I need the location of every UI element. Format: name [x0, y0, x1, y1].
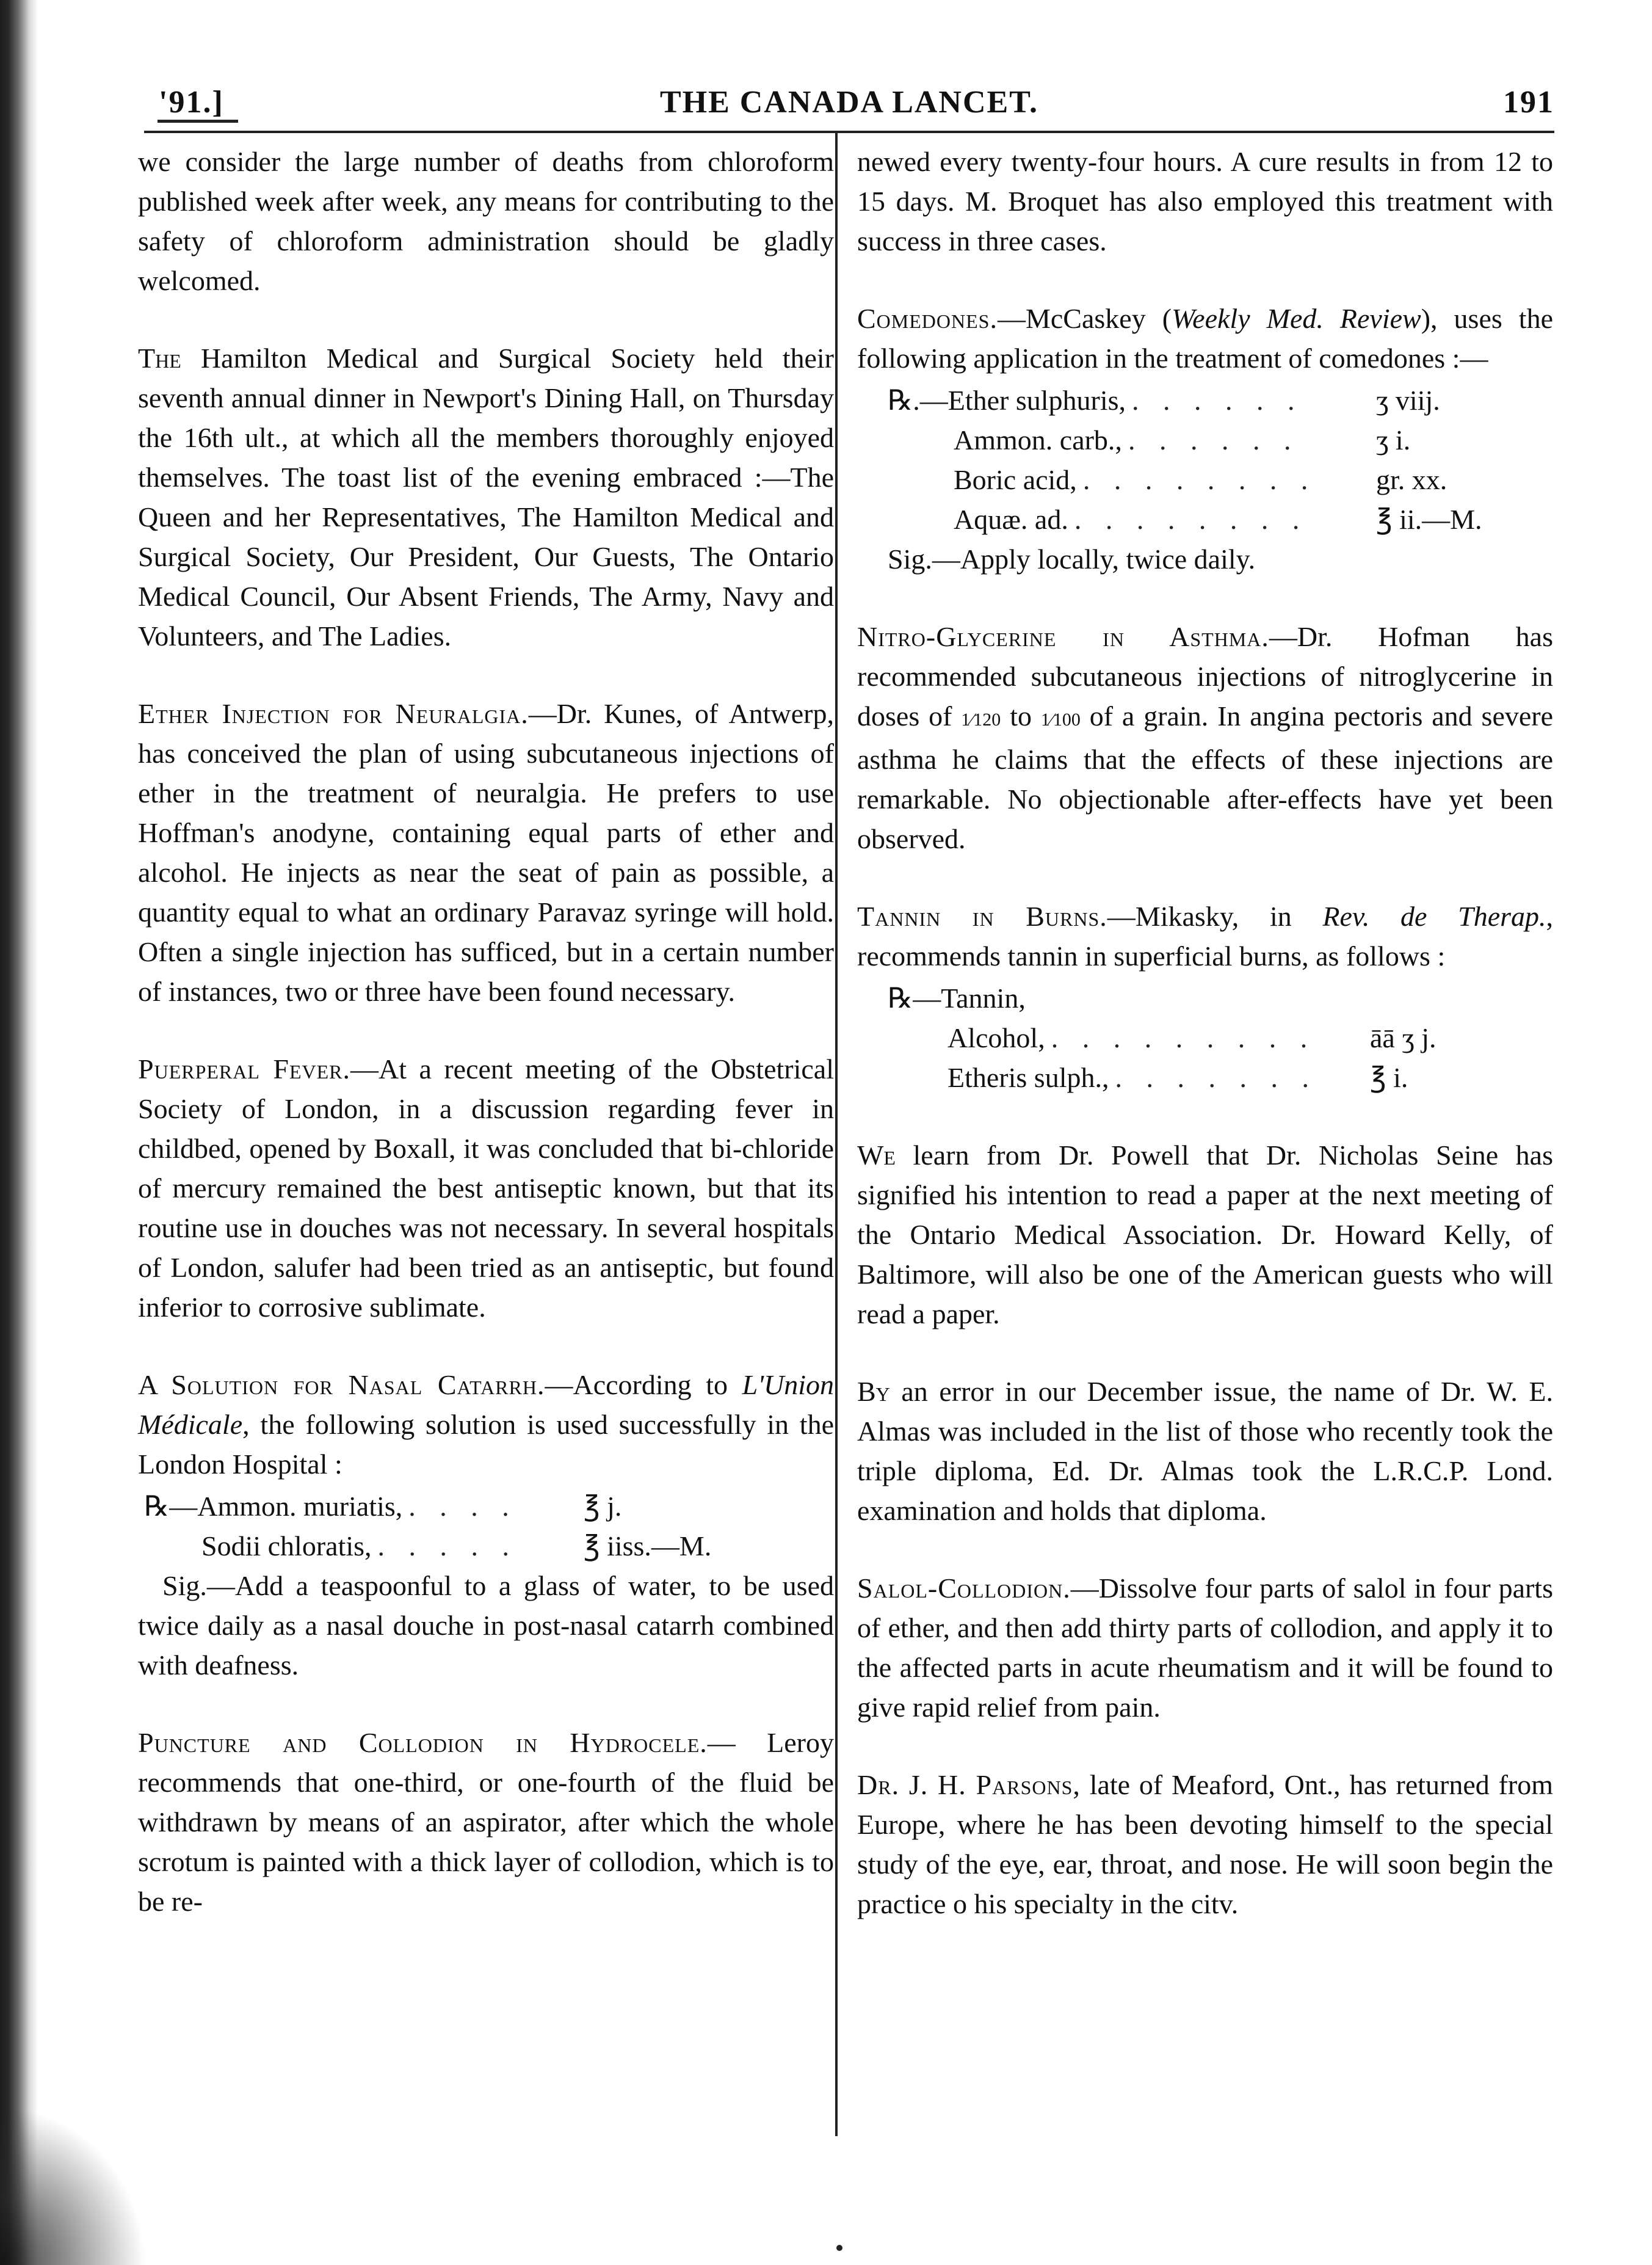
- puerperal-paragraph: [138, 1049, 834, 1327]
- prescription-row: [144, 1526, 742, 1566]
- rx-drug: Alcohol,: [947, 1022, 1045, 1053]
- corner-smudge: [0, 2106, 147, 2265]
- powell-text: learn from Dr. Powell that Dr. Nicholas Seine has signified his intention to read a paper at the next meeting of the Ontario Medical Association. Dr. Howard Kelly, of Baltimore, will also be one of the American guests who will read a paper.: [857, 1140, 1554, 1329]
- prescription-row: [888, 460, 1504, 500]
- left-column: [138, 142, 834, 1921]
- comedones-text-after: ), uses the following application in the treatment of comedones :—: [857, 303, 1554, 374]
- rx-amount: gr. xx.: [1376, 464, 1447, 495]
- header-rule: [144, 131, 1554, 133]
- right-column: [857, 142, 1553, 1924]
- hydrocele-paragraph: [138, 1723, 834, 1921]
- rx-amount: ℥ ii.—M.: [1376, 504, 1482, 535]
- nitro-dose-high: 1⁄100: [1040, 710, 1081, 730]
- print-speck: [836, 2245, 842, 2251]
- rx-drug: Aquæ. ad.: [954, 504, 1068, 535]
- rx-amount: ℥ iiss.—M.: [584, 1530, 712, 1562]
- chloroform-paragraph: we consider the large number of deaths from chloroform published week after week, any means for contributing to the safety of chloroform administration should be gladly welcomed.: [138, 146, 834, 296]
- rx-leader-dots: . . . . . . . .: [1082, 464, 1317, 495]
- rx-leader-dots: . . . .: [408, 1491, 518, 1522]
- prescription-row: [888, 1058, 1486, 1097]
- hydrocele-heading: Puncture and Collodion in Hydrocele.: [138, 1727, 708, 1758]
- rx-leader-dots: . . . . . .: [1132, 385, 1303, 416]
- almas-lead: By: [857, 1376, 890, 1407]
- comedones-text-before: —McCaskey (: [997, 303, 1172, 334]
- hydrocele-continued: newed every twenty-four hours. A cure results in from 12 to 15 days. M. Broquet has also employed this treatment with success in three cases.: [857, 146, 1553, 256]
- prescription-row: [144, 1486, 742, 1526]
- nasal-prescription: [138, 1486, 742, 1566]
- tannin-prescription: [857, 978, 1486, 1097]
- nitro-heading: Nitro-Glycerine in Asthma.: [857, 621, 1269, 652]
- rx-drug: Sodii chloratis,: [201, 1530, 372, 1562]
- rx-amount: ℥ j.: [584, 1491, 622, 1522]
- prescription-row: [888, 978, 1486, 1018]
- hamilton-paragraph: [138, 338, 834, 656]
- almas-paragraph: [857, 1372, 1553, 1530]
- rx-leader-dots: . . . . .: [377, 1530, 518, 1562]
- comedones-paragraph: [857, 299, 1553, 378]
- rx-drug: ℞—Tannin,: [888, 983, 1026, 1014]
- parsons-paragraph: [857, 1765, 1553, 1924]
- rx-drug: Etheris sulph.,: [947, 1062, 1109, 1093]
- hydrocele-text: — Leroy recommends that one-third, or one-fourth of the fluid be withdrawn by means of an aspirator, after which the whole scrotum is painted with a thick layer of collodion, which is to be re-: [138, 1727, 835, 1917]
- prescription-row: [888, 380, 1504, 420]
- tannin-source: Rev. de Therap.: [1322, 901, 1546, 932]
- rx-amount: āā ʒ j.: [1370, 1022, 1436, 1053]
- ether-text: —Dr. Kunes, of Antwerp, has conceived the plan of using subcutaneous injections of ether in the treatment of neuralgia. He prefers to use Hoffman's anodyne, containing equal parts of ether and alcohol. He injects as near the seat of pain as possible, a quantity equal to what an ordinary Paravaz syringe will hold. Often a single injection has sufficed, but in a certain number of instances, two or three have been found necessary.: [138, 698, 834, 1007]
- ether-paragraph: [138, 694, 834, 1011]
- powell-lead: We: [857, 1140, 896, 1171]
- rx-amount: ʒ viij.: [1376, 385, 1440, 416]
- salol-paragraph: [857, 1568, 1553, 1727]
- tannin-text-before: —Mikasky, in: [1107, 901, 1292, 932]
- rx-leader-dots: . . . . . .: [1128, 424, 1300, 456]
- nitro-text-before: —Dr. Hofman has recommended subcutaneous injections of nitroglycerine in doses of: [857, 621, 1553, 732]
- journal-title: THE CANADA LANCET.: [659, 85, 1039, 120]
- comedones-sig: Sig.—Apply locally, twice daily.: [888, 544, 1256, 575]
- nasal-source: L'Union Médicale: [138, 1369, 835, 1440]
- tannin-paragraph: [857, 896, 1553, 976]
- rx-drug: ℞—Ammon. muriatis,: [144, 1491, 403, 1522]
- hamilton-text: Hamilton Medical and Surgical Society held their seventh annual dinner in Newport's Dining Hall, on Thursday the 16th ult., at which all the members thoroughly enjoyed themselves. The toast list of the evening embraced :—The Queen and her Representatives, The Hamilton Medical and Surgical Society, Our President, Our Guests, The Ontario Medical Council, Our Absent Friends, The Army, Navy and Volunteers, and The Ladies.: [138, 343, 834, 652]
- prescription-row: [888, 420, 1504, 460]
- nitro-dose-low: 1⁄120: [961, 710, 1001, 730]
- salol-heading: Salol-Collodion.: [857, 1572, 1071, 1604]
- rx-amount: ℥ i.: [1370, 1062, 1408, 1093]
- prescription-row: [888, 1018, 1486, 1058]
- nitro-text-after: of a grain. In angina pectoris and severe asthma he claims that the effects of these injections are remarkable. No objectionable after-effects have yet been observed.: [857, 700, 1554, 854]
- rx-drug: ℞.—Ether sulphuris,: [888, 385, 1126, 416]
- header-year: '91.]: [159, 85, 224, 120]
- nasal-lead: A: [138, 1369, 157, 1400]
- rx-leader-dots: . . . . . . .: [1115, 1062, 1317, 1093]
- prescription-row: [888, 500, 1504, 539]
- rx-amount: ʒ i.: [1376, 424, 1411, 456]
- rx-drug: Ammon. carb.,: [954, 424, 1122, 456]
- page-binding-shadow: [0, 0, 38, 2265]
- running-header: [144, 84, 1554, 127]
- puerperal-heading: Puerperal Fever.: [138, 1053, 351, 1085]
- rx-leader-dots: . . . . . . . . .: [1051, 1022, 1316, 1053]
- nasal-text-before: —According to: [545, 1369, 728, 1400]
- parsons-name: Dr. J. H. Parsons,: [857, 1769, 1081, 1800]
- nasal-paragraph: [138, 1365, 834, 1484]
- column-divider: [835, 133, 838, 2136]
- comedones-source: Weekly Med. Review: [1172, 303, 1421, 334]
- nasal-heading: Solution for Nasal Catarrh.: [171, 1369, 545, 1400]
- nasal-text-after: , the following solution is used successfully in the London Hospital :: [138, 1409, 834, 1480]
- nitro-paragraph: [857, 617, 1553, 859]
- parsons-text: late of Meaford, Ont., has returned from Europe, where he has been devoting himself to the special study of the eye, ear, throat, and nose. He will soon begin the practice o his specialty in the citv.: [857, 1769, 1553, 1919]
- nitro-dose-to: to: [1010, 700, 1032, 732]
- tannin-heading: Tannin in Burns.: [857, 901, 1107, 932]
- rx-drug: Boric acid,: [954, 464, 1077, 495]
- puerperal-text: —At a recent meeting of the Obstetrical Society of London, in a discussion regarding fever in childbed, opened by Boxall, it was concluded that bi-chloride of mercury remained the best antiseptic known, but that its routine use in douches was not necessary. In several hospitals of London, salufer had been tried as an antiseptic, but found inferior to corrosive sublimate.: [138, 1053, 834, 1323]
- comedones-heading: Comedones.: [857, 303, 998, 334]
- page-number: 191: [1503, 85, 1554, 120]
- almas-text: an error in our December issue, the name of Dr. W. E. Almas was included in the list of those who recently took the triple diploma, Ed. Dr. Almas took the L.R.C.P. Lond. examination and holds that diploma.: [857, 1376, 1553, 1526]
- powell-paragraph: [857, 1135, 1553, 1334]
- ether-heading: Ether Injection for Neuralgia.: [138, 698, 529, 729]
- nasal-sig: Sig.—Add a teaspoonful to a glass of water, to be used twice daily as a nasal douche in post-nasal catarrh combined with deafness.: [138, 1570, 834, 1681]
- rx-leader-dots: . . . . . . . .: [1074, 504, 1308, 535]
- header-underline: [158, 120, 238, 123]
- comedones-prescription: [857, 380, 1504, 539]
- hamilton-lead: The: [138, 343, 181, 374]
- tannin-text-after: , recommends tannin in superficial burns, as follows :: [857, 901, 1554, 972]
- salol-text: —Dissolve four parts of salol in four parts of ether, and then add thirty parts of collodion, and apply it to the affected parts in acute rheumatism and it will be found to give rapid relief from pain.: [857, 1572, 1553, 1723]
